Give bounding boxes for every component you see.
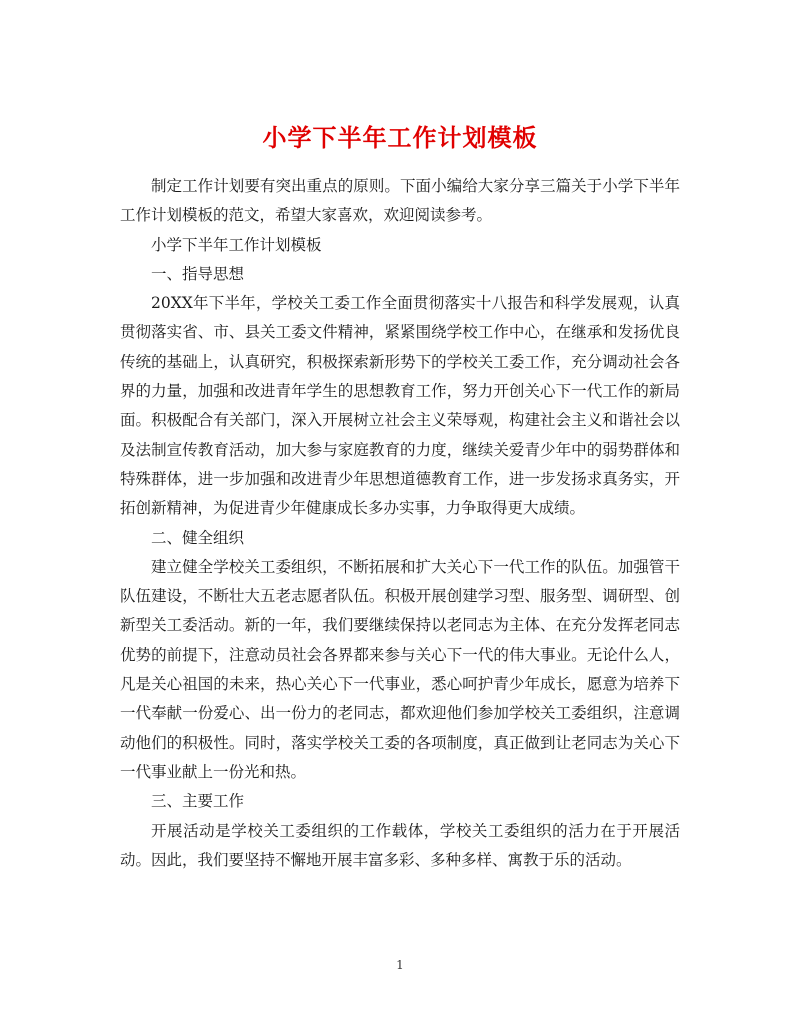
main-work-paragraph: 开展活动是学校关工委组织的工作载体，学校关工委组织的活力在于开展活动。因此，我们要坚持不懈地开展丰富多彩、多种多样、寓教于乐的活动。 <box>120 821 680 869</box>
document-title: 小学下半年工作计划模板 <box>262 123 538 153</box>
page-number: 1 <box>396 958 404 972</box>
subtitle-paragraph: 小学下半年工作计划模板 <box>151 235 322 254</box>
section-heading-main-work: 三、主要工作 <box>151 792 245 811</box>
section-heading-organization: 二、健全组织 <box>151 528 245 547</box>
document-body <box>120 172 680 875</box>
guiding-ideology-paragraph: 20XX年下半年，学校关工委工作全面贯彻落实十八报告和科学发展观，认真贯彻落实省、市、县关工委文件精神，紧紧围绕学校工作中心，在继承和发扬优良传统的基础上，认真研究，积极探索新形势下的学校关工委工作，充分调动社会各界的力量，加强和改进青年学生的思想教育工作，努力开创关心下一代工作的新局面。积极配合有关部门，深入开展树立社会主义荣辱观，构建社会主义和谐社会以及法制宣传教育活动，加大参与家庭教育的力度，继续关爱青少年中的弱势群体和特殊群体，进一步加强和改进青少年思想道德教育工作，进一步发扬求真务实，开拓创新精神，为促进青少年健康成长多办实事，力争取得更大成绩。 <box>120 294 680 518</box>
intro-paragraph: 制定工作计划要有突出重点的原则。下面小编给大家分享三篇关于小学下半年工作计划模板的范文，希望大家喜欢，欢迎阅读参考。 <box>120 177 680 225</box>
organization-paragraph: 建立健全学校关工委组织，不断拓展和扩大关心下一代工作的队伍。加强管干队伍建设，不断壮大五老志愿者队伍。积极开展创建学习型、服务型、调研型、创新型关工委活动。新的一年，我们要继续保持以老同志为主体、在充分发挥老同志优势的前提下，注意动员社会各界都来参与关心下一代的伟大事业。无论什么人，凡是关心祖国的未来，热心关心下一代事业，悉心呵护青少年成长，愿意为培养下一代奉献一份爱心、出一份力的老同志，都欢迎他们参加学校关工委组织，注意调动他们的积极性。同时，落实学校关工委的各项制度，真正做到让老同志为关心下一代事业献上一份光和热。 <box>120 557 680 781</box>
section-heading-guiding-ideology: 一、指导思想 <box>151 264 245 283</box>
